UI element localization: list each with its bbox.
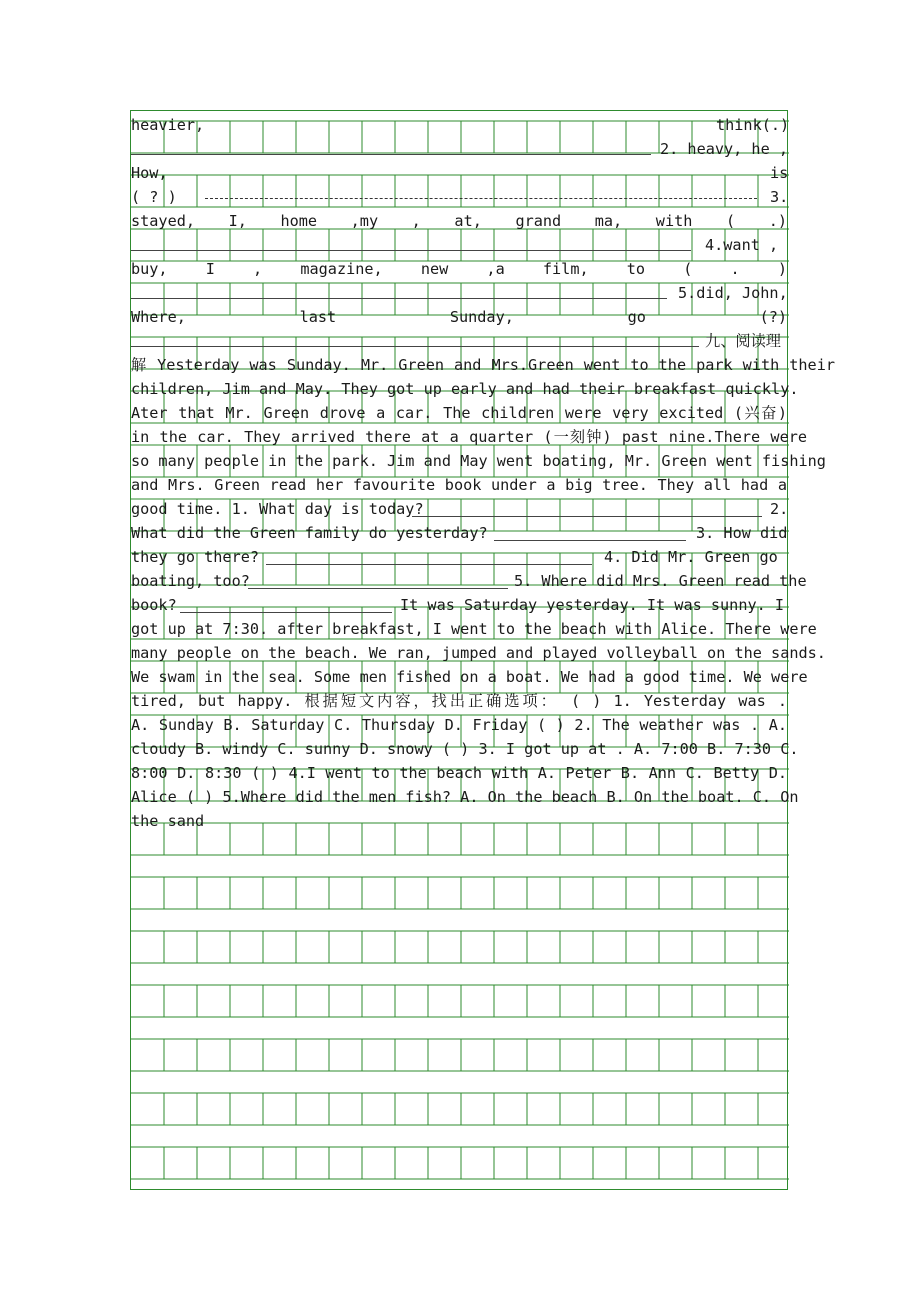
answer-blank-q2[interactable] <box>494 526 686 541</box>
line-3-right: is <box>770 164 789 182</box>
passage2-line-6: cloudy B. windy C. sunny D. snowy ( ) 3. I got up at . A. 7:00 B. 7:30 C. <box>131 740 799 758</box>
passage2-line-1: got up at 7:30. after breakfast, I went to the beach with Alice. There were <box>131 620 817 638</box>
answer-blank-q5[interactable] <box>180 598 392 613</box>
answer-blank-3[interactable] <box>131 284 667 299</box>
answer-blank-q3[interactable] <box>266 550 592 565</box>
passage2-line-2: many people on the beach. We ran, jumped and played volleyball on the sands. <box>131 644 826 662</box>
line-8-right: 5.did, John, <box>678 284 788 302</box>
line-1-left: heavier, <box>131 116 205 134</box>
passage2-line-5: A. Sunday B. Saturday C. Thursday D. Friday ( ) 2. The weather was . A. <box>131 716 787 734</box>
answer-blank-q4[interactable] <box>248 574 508 589</box>
question-4: boating, too? <box>131 572 250 590</box>
question-3: they go there? <box>131 548 260 566</box>
answer-blank-4[interactable] <box>131 332 699 347</box>
passage2-line-3: We swam in the sea. Some men fished on a boat. We had a good time. We were <box>131 668 808 686</box>
passage2-line-8: Alice ( ) 5.Where did the men fish? A. On the beach B. On the boat. C. On <box>131 788 799 806</box>
question-2: What did the Green family do yesterday? <box>131 524 488 542</box>
line-1-right: think(.) <box>716 116 790 134</box>
passage1-line-3: Ater that Mr. Green drove a car. The children were very excited (兴奋) <box>131 404 787 422</box>
section-nine-heading: 九、阅读理 <box>705 332 781 350</box>
answer-blank-2[interactable] <box>131 236 691 251</box>
line-4-right: 3. <box>770 188 789 206</box>
line-3-left: How, <box>131 164 168 182</box>
question-1: good time. 1. What day is today? <box>131 500 424 518</box>
passage2-line-9: the sand <box>131 812 205 830</box>
line-6-right: 4.want , <box>705 236 779 254</box>
passage1-line-5: so many people in the park. Jim and May went boating, Mr. Green went fishing <box>131 452 826 470</box>
passage1-line-2: children, Jim and May. They got up early and had their breakfast quickly. <box>131 380 799 398</box>
answer-blank-1[interactable] <box>131 140 651 155</box>
line-7: buy, I , magazine, new ,a film, to ( . ) <box>131 260 787 278</box>
answer-blank-dashed[interactable] <box>205 198 757 199</box>
line-9: Where, last Sunday, go (?) <box>131 308 787 326</box>
question-4-number: 4. Did Mr. Green go <box>604 548 778 566</box>
line-5: stayed, I, home ,my , at, grand ma, with ( .) <box>131 212 787 230</box>
answer-blank-q1[interactable] <box>412 502 762 517</box>
question-5: book? <box>131 596 177 614</box>
passage1-line-6: and Mrs. Green read her favourite book under a big tree. They all had a <box>131 476 787 494</box>
line-4-left: ( ? ) <box>131 188 177 206</box>
line-2-right: 2. heavy, he , <box>660 140 789 158</box>
question-2-number: 2. <box>770 500 789 518</box>
passage2-line-4: tired, but happy. 根据短文内容，找出正确选项： ( ) 1. Yesterday was . <box>131 692 787 710</box>
passage2-start: It was Saturday yesterday. It was sunny. I <box>400 596 785 614</box>
question-5-number: 5. Where did Mrs. Green read the <box>514 572 807 590</box>
passage2-line-7: 8:00 D. 8:30 ( ) 4.I went to the beach with A. Peter B. Ann C. Betty D. <box>131 764 787 782</box>
question-3-number: 3. How did <box>696 524 788 542</box>
passage1-line-1: 解 Yesterday was Sunday. Mr. Green and Mrs.Green went to the park with their <box>131 356 835 374</box>
passage1-line-4: in the car. They arrived there at a quarter (一刻钟) past nine.There were <box>131 428 807 446</box>
